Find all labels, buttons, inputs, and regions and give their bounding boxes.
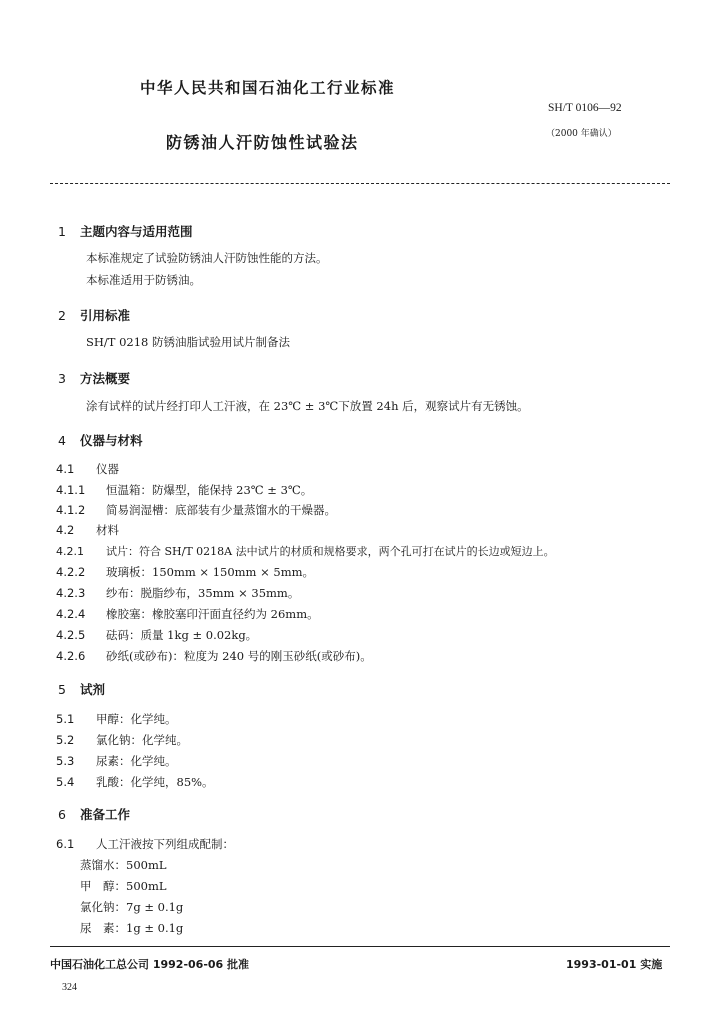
list-item [56,543,555,559]
section-title: 仪器与材料 [80,433,143,448]
section-number: 2 [58,308,66,323]
section-title: 试剂 [80,682,106,697]
composition-line: 氯化钠：7g ± 0.1g [80,900,184,914]
item-text: 氯化钠：化学纯。 [96,733,188,747]
list-item [56,627,257,643]
section-title: 方法概要 [80,371,131,386]
item-text: 砝码：质量 1kg ± 0.02kg。 [106,628,258,642]
item-number: 4.2.4 [56,607,86,621]
item-text: 简易润湿槽：底部装有少量蒸馏水的干燥器。 [106,503,336,517]
item-text: 橡胶塞：橡胶塞印汗面直径约为 26mm。 [106,607,319,621]
section-number: 4 [58,433,66,448]
item-number: 4.2 [56,523,75,537]
section-1-heading [58,222,193,240]
footer-rule [50,946,670,947]
paragraph: 本标准适用于防锈油。 [86,273,201,287]
page-number: 324 [62,982,77,993]
implementation-date: 1993-01-01 实施 [566,958,663,971]
section-3-heading [58,369,130,387]
paragraph: 涂有试样的试片经打印人工汗液，在 23℃ ± 3℃下放置 24h 后，观察试片有无锈蚀。 [86,399,529,413]
section-title: 主题内容与适用范围 [80,224,193,239]
approval-line: 中国石油化工总公司 1992-06-06 批准 [50,958,250,971]
list-item [56,753,177,769]
section-number: 5 [58,682,66,697]
header-rule [50,183,670,184]
item-number: 4.1 [56,462,75,476]
item-text: 尿素：化学纯。 [96,754,177,768]
item-number: 4.1.1 [56,483,86,497]
item-text: 人工汗液按下列组成配制： [96,837,234,851]
section-6-heading [58,805,130,823]
list-item [56,585,299,601]
section-number: 1 [58,224,66,239]
document-title: 防锈油人汗防蚀性试验法 [166,133,359,152]
item-number: 4.2.2 [56,565,86,579]
item-text: 纱布：脱脂纱布，35mm × 35mm。 [106,586,300,600]
item-number: 4.2.3 [56,586,86,600]
item-text: 仪器 [96,462,119,476]
item-text: 乳酸：化学纯，85%。 [96,775,214,789]
section-title: 准备工作 [80,807,131,822]
confirmation-note: （2000 年确认） [546,129,617,139]
list-item [56,711,177,727]
item-number: 4.2.5 [56,628,86,642]
list-item [56,564,314,580]
item-text: 砂纸(或砂布)：粒度为 240 号的刚玉砂纸(或砂布)。 [106,649,372,663]
item-text: 材料 [96,523,119,537]
list-item [56,836,234,852]
item-number: 5.2 [56,733,75,747]
section-4-heading [58,431,143,449]
item-number: 5.1 [56,712,75,726]
section-title: 引用标准 [80,308,131,323]
composition-line: 甲 醇：500mL [80,879,167,893]
standard-code: SH/T 0106—92 [548,102,622,114]
paragraph: 本标准规定了试验防锈油人汗防蚀性能的方法。 [86,251,328,265]
list-item [56,502,336,518]
list-item [56,606,319,622]
item-text: 玻璃板：150mm × 150mm × 5mm。 [106,565,315,579]
item-number: 4.2.1 [56,545,84,558]
item-text: 恒温箱：防爆型，能保持 23℃ ± 3℃。 [106,483,313,497]
list-item [56,482,312,498]
list-item [56,648,372,664]
list-item [56,732,188,748]
list-item [56,461,119,477]
section-2-heading [58,306,130,324]
item-number: 4.2.6 [56,649,86,663]
section-5-heading [58,680,105,698]
item-number: 4.1.2 [56,503,86,517]
section-number: 6 [58,807,66,822]
composition-line: 尿 素：1g ± 0.1g [80,921,184,935]
list-item [56,522,119,538]
standard-category-title: 中华人民共和国石油化工行业标准 [140,79,396,97]
paragraph: SH/T 0218 防锈油脂试验用试片制备法 [86,335,291,349]
item-number: 6.1 [56,837,75,851]
item-text: 甲醇：化学纯。 [96,712,177,726]
item-number: 5.3 [56,754,75,768]
composition-line: 蒸馏水：500mL [80,858,167,872]
list-item [56,774,214,790]
item-number: 5.4 [56,775,75,789]
item-text: 试片：符合 SH/T 0218A 法中试片的材质和规格要求，两个孔可打在试片的长边或短边上。 [106,545,555,558]
section-number: 3 [58,371,66,386]
